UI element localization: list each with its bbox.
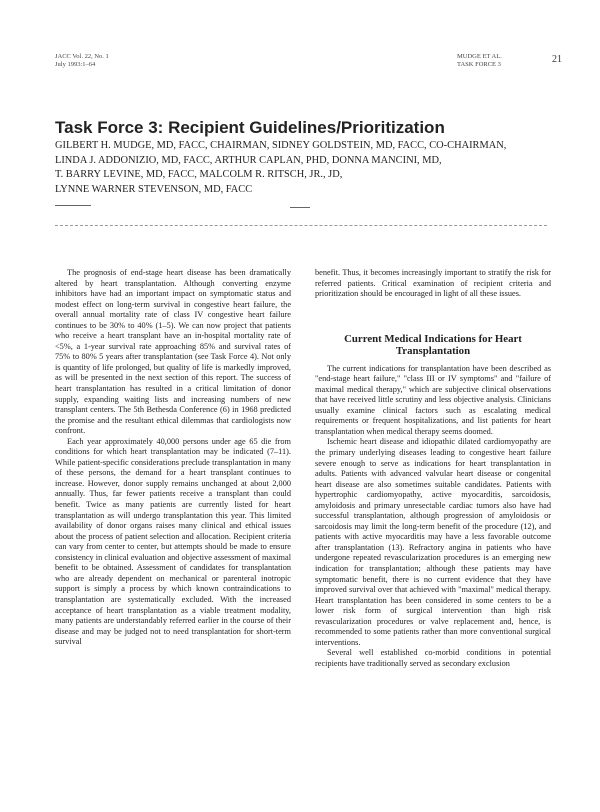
author: ARTHUR CAPLAN, PHD,	[214, 154, 330, 166]
paragraph: Each year approximately 40,000 persons under age 65 die from conditions for which heart transplantation may be indicated (7–11). While patient-specific considerations preclude transplantation in many of these persons, the demand for a heart transplant continues to increase. However, donor supply remains unchanged at about 2,000 annually. Thus, far fewer patients receive a transplant than could benefit. Twice as many patients are currently listed for heart transplantation as will undergo transplantation this year. This limited availability of donor organs raises many clinical and ethical issues about the process of patient selection and allocation. Recipient criteria can vary from center to center, but attempts should be made to ensure consistency in clinical evaluation and objective assessment of maximal benefit to be obtained. Assessment of candidates for transplantation who are already dependent on mechanical or parenteral inotropic support is simply a process by which known contraindications to transplantation are systematically excluded. With the increased acceptance of heart transplantation as a viable treatment modality, many patients are understandably referred earlier in the course of their disease and may be judged not to need transplantation for short-term survival	[55, 436, 291, 647]
section-heading: Current Medical Indications for Heart Transplantation	[344, 332, 522, 358]
divider-short	[55, 205, 91, 206]
paragraph: Several well established co-morbid conditions in potential recipients have traditionally served as secondary exclusion	[315, 648, 551, 668]
author-list	[55, 139, 567, 197]
author-line	[55, 183, 567, 198]
author: DONNA MANCINI, MD,	[331, 154, 442, 166]
author-line	[55, 154, 567, 169]
author: LINDA J. ADDONIZIO, MD, FACC,	[55, 154, 213, 166]
running-header-right	[457, 53, 502, 69]
author-line	[55, 139, 567, 154]
body-column-right	[315, 268, 551, 670]
journal-citation: JACC Vol. 22, No. 1	[55, 53, 109, 60]
running-header-left	[55, 53, 109, 69]
body-column-left	[55, 268, 291, 648]
journal-date-pages: July 1993:1–64	[55, 61, 96, 68]
paragraph: Ischemic heart disease and idiopathic dilated cardiomyopathy are the primary underlying diseases leading to congestive heart failure severe enough to serve as indications for heart transplantation in adults. Patients with advanced valvular heart disease or congenital heart disease are also sometimes suitable candidates. Patients with hypertrophic cardiomyopathy, active myocarditis, sarcoidosis, amyloidosis and primary unresectable cardiac tumors also have had successful transplantation, although progression of amyloidosis or sarcoidosis may limit the long-term benefit of the procedure (12), and patients with active myocarditis may have a less favorable outcome after transplantation (13). Refractory angina in patients who have undergone repeated revascularization procedures is an emerging new indication for transplantation; although these patients may have symptomatic benefit, there is no current evidence that they have improved survival over that achieved with "maximal" medical therapy. Heart transplantation has been considered in some centers to be a lower risk form of surgical intervention than high risk revascularization procedures or valve replacement and, hence, is recommended to some patients rather than more conventional surgical interventions.	[315, 437, 551, 647]
author: LYNNE WARNER STEVENSON, MD, FACC	[55, 183, 253, 195]
page-number: 21	[552, 54, 562, 65]
article-title: Task Force 3: Recipient Guidelines/Prioritization	[55, 118, 445, 137]
section-separator	[55, 225, 547, 226]
author-line	[55, 168, 567, 183]
author: SIDNEY GOLDSTEIN, MD, FACC, CO-CHAIRMAN,	[271, 140, 507, 151]
author: MALCOLM R. RITSCH, JR., JD,	[199, 169, 343, 180]
author: GILBERT H. MUDGE, MD, FACC, CHAIRMAN,	[55, 140, 270, 151]
author: T. BARRY LEVINE, MD, FACC,	[55, 169, 197, 180]
paragraph: benefit. Thus, it becomes increasingly important to stratify the risk for referred patients. Critical examination of recipient criteria and prioritization should be encouraged in light of all these issues.	[315, 268, 551, 299]
divider-mid	[290, 207, 310, 208]
running-authors: MUDGE ET AL.	[457, 53, 502, 60]
paragraph: The prognosis of end-stage heart disease has been dramatically altered by heart transplantation. Although converting enzyme inhibitors have had an important impact on symptomatic status and modest effect on long-term survival in congestive heart failure, the overall annual mortality rate of class IV congestive heart failure continues to be 30% to 40% (1–5). We can now project that patients who receive a heart transplant have an in-hospital mortality rate of <5%, a 1-year survival rate approaching 85% and survival rates of 75% to 80% 5 years after transplantation (see Task Force 4). Not only is quantity of life prolonged, but quality of life is markedly improved, as will be presented in the next section of this report. The success of heart transplantation has resulted in a critical limitation of donor supply, expanding waiting lists and increasing numbers of new transplant centers. The 5th Bethesda Conference (6) in 1968 predicted the promise and the resultant ethical dilemmas that cardiologists now confront.	[55, 268, 291, 436]
paragraph: The current indications for transplantation have been described as "end-stage heart failure," "class III or IV symptoms" and "failure of maximal medical therapy," which are subjective clinical observations that have received little scrutiny and less objective analysis. Clinicians usually examine clinical factors such as escalating medical requirements or frequent hospitalizations, and list patients for heart transplantation when medical therapy seems doomed.	[315, 363, 551, 436]
running-section: TASK FORCE 3	[457, 61, 501, 68]
